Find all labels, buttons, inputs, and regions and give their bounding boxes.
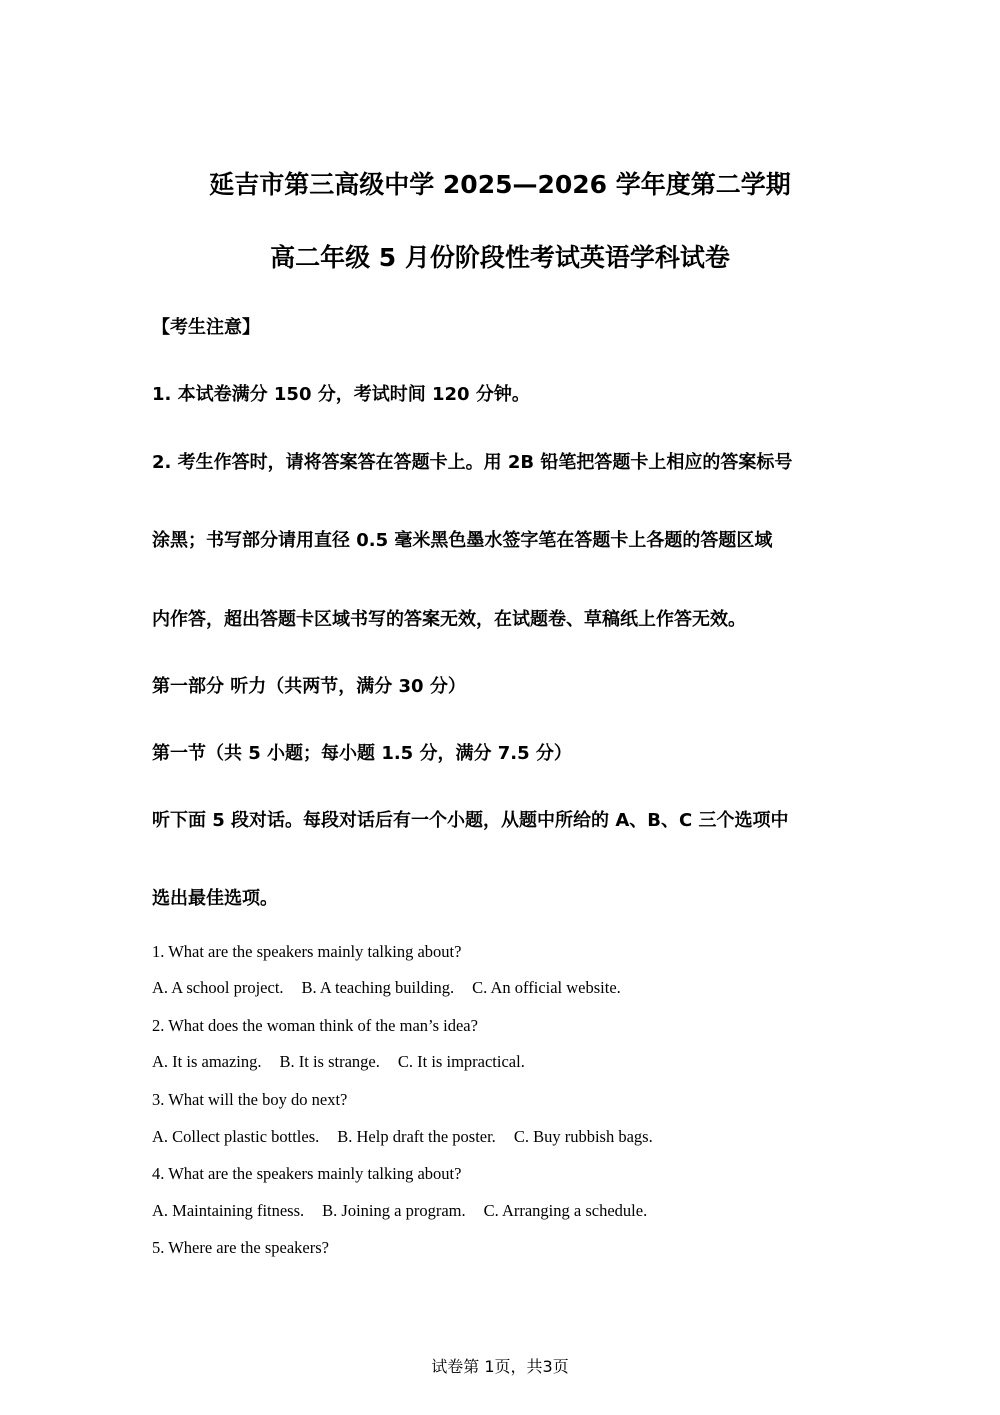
page-number-footer: 试卷第 1页，共3页 <box>431 1357 569 1376</box>
notice-item-2-line1: 2. 考生作答时，请将答案答在答题卡上。用 2B 铅笔把答题卡上相应的答案标号 <box>152 452 793 473</box>
question-3-options <box>152 1126 671 1148</box>
option-c: C. It is impractical. <box>397 1052 525 1071</box>
question-4-options <box>152 1200 665 1222</box>
option-c: C. Buy rubbish bags. <box>513 1127 653 1146</box>
option-a: A. It is amazing. <box>152 1052 262 1071</box>
option-a: A. A school project. <box>152 978 284 997</box>
question-5: 5. Where are the speakers? <box>152 1238 329 1257</box>
option-b: B. A teaching building. <box>301 978 455 997</box>
option-c: C. Arranging a schedule. <box>483 1201 648 1220</box>
option-b: B. Help draft the poster. <box>337 1127 496 1146</box>
option-c: C. An official website. <box>472 978 621 997</box>
instructions-line1: 听下面 5 段对话。每段对话后有一个小题，从题中所给的 A、B、C 三个选项中 <box>152 810 789 831</box>
instructions-line2: 选出最佳选项。 <box>152 888 278 909</box>
option-a: A. Maintaining fitness. <box>152 1201 305 1220</box>
question-3: 3. What will the boy do next? <box>152 1090 348 1109</box>
notice-item-2-line2: 涂黑；书写部分请用直径 0.5 毫米黑色墨水签字笔在答题卡上各题的答题区域 <box>152 530 773 551</box>
option-b: B. Joining a program. <box>322 1201 466 1220</box>
question-1: 1. What are the speakers mainly talking about? <box>152 942 462 961</box>
question-2-options <box>152 1051 543 1073</box>
option-a: A. Collect plastic bottles. <box>152 1127 320 1146</box>
question-1-options <box>152 977 639 999</box>
section1-heading: 第一节（共 5 小题；每小题 1.5 分，满分 7.5 分） <box>152 743 572 764</box>
question-2: 2. What does the woman think of the man’s idea? <box>152 1016 478 1035</box>
notice-item-1: 1. 本试卷满分 150 分，考试时间 120 分钟。 <box>152 384 530 405</box>
notice-heading: 【考生注意】 <box>152 317 260 338</box>
part1-heading: 第一部分 听力（共两节，满分 30 分） <box>152 676 466 697</box>
exam-title-line2: 高二年级 5 月份阶段性考试英语学科试卷 <box>270 243 730 272</box>
exam-title-line1: 延吉市第三高级中学 2025—2026 学年度第二学期 <box>209 170 791 199</box>
notice-item-2-line3: 内作答，超出答题卡区域书写的答案无效，在试题卷、草稿纸上作答无效。 <box>152 609 746 630</box>
option-b: B. It is strange. <box>279 1052 380 1071</box>
question-4: 4. What are the speakers mainly talking about? <box>152 1164 462 1183</box>
